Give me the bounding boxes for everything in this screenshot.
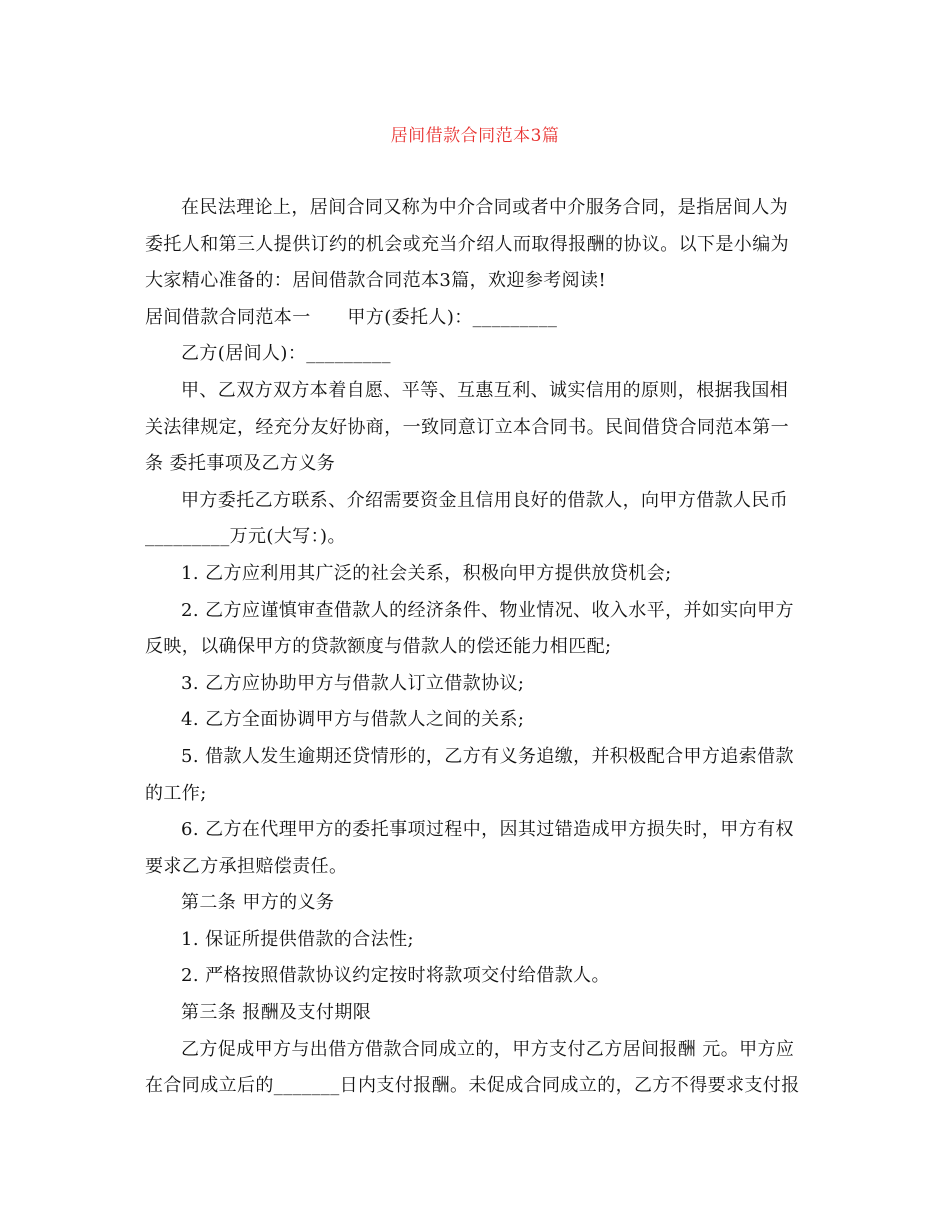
list-item: 5. 借款人发生逾期还贷情形的，乙方有义务追缴，并积极配合甲方追索借款的工作; bbox=[145, 745, 794, 804]
list-item: 1. 乙方应利用其广泛的社会关系，积极向甲方提供放贷机会; bbox=[181, 562, 672, 584]
agreement-paragraph: 甲、乙双方双方本着自愿、平等、互惠互利、诚实信用的原则，根据我国相关法律规定，经充分友好协商，一致同意订立本合同书。民间借贷合同范本第一条 委托事项及乙方义务 bbox=[145, 379, 789, 475]
list-item: 2. 乙方应谨慎审查借款人的经济条件、物业情况、收入水平，并如实向甲方反映，以确保甲方的贷款额度与借款人的偿还能力相匹配; bbox=[145, 599, 794, 658]
section-heading: 第三条 报酬及支付期限 bbox=[181, 1002, 372, 1024]
entrust-paragraph: 甲方委托乙方联系、介绍需要资金且信用良好的借款人，向甲方借款人民币_________万元(大写：)。 bbox=[145, 489, 789, 548]
section-heading: 第二条 甲方的义务 bbox=[181, 892, 335, 914]
payment-paragraph: 乙方促成甲方与出借方借款合同成立的，甲方支付乙方居间报酬 元。甲方应在合同成立后的_______日内支付报酬。未促成合同成立的，乙方不得要求支付报 bbox=[145, 1038, 800, 1097]
list-item: 3. 乙方应协助甲方与借款人订立借款协议; bbox=[181, 672, 525, 694]
intro-paragraph: 在民法理论上，居间合同又称为中介合同或者中介服务合同，是指居间人为委托人和第三人提供订约的机会或充当介绍人而取得报酬的协议。以下是小编为大家精心准备的：居间借款合同范本3篇，欢迎参考阅读! bbox=[145, 197, 789, 292]
list-item: 2. 严格按照借款协议约定按时将款项交付给借款人。 bbox=[181, 965, 610, 987]
contract-heading-party-a: 居间借款合同范本一 甲方(委托人)：_________ bbox=[145, 306, 558, 328]
party-b-line: 乙方(居间人)：_________ bbox=[181, 343, 391, 365]
document-body bbox=[145, 190, 805, 1105]
document-title: 居间借款合同范本3篇 bbox=[390, 126, 560, 146]
list-item: 6. 乙方在代理甲方的委托事项过程中，因其过错造成甲方损失时，甲方有权要求乙方承担赔偿责任。 bbox=[145, 819, 794, 877]
list-item: 4. 乙方全面协调甲方与借款人之间的关系; bbox=[181, 709, 525, 731]
list-item: 1. 保证所提供借款的合法性; bbox=[181, 928, 414, 950]
